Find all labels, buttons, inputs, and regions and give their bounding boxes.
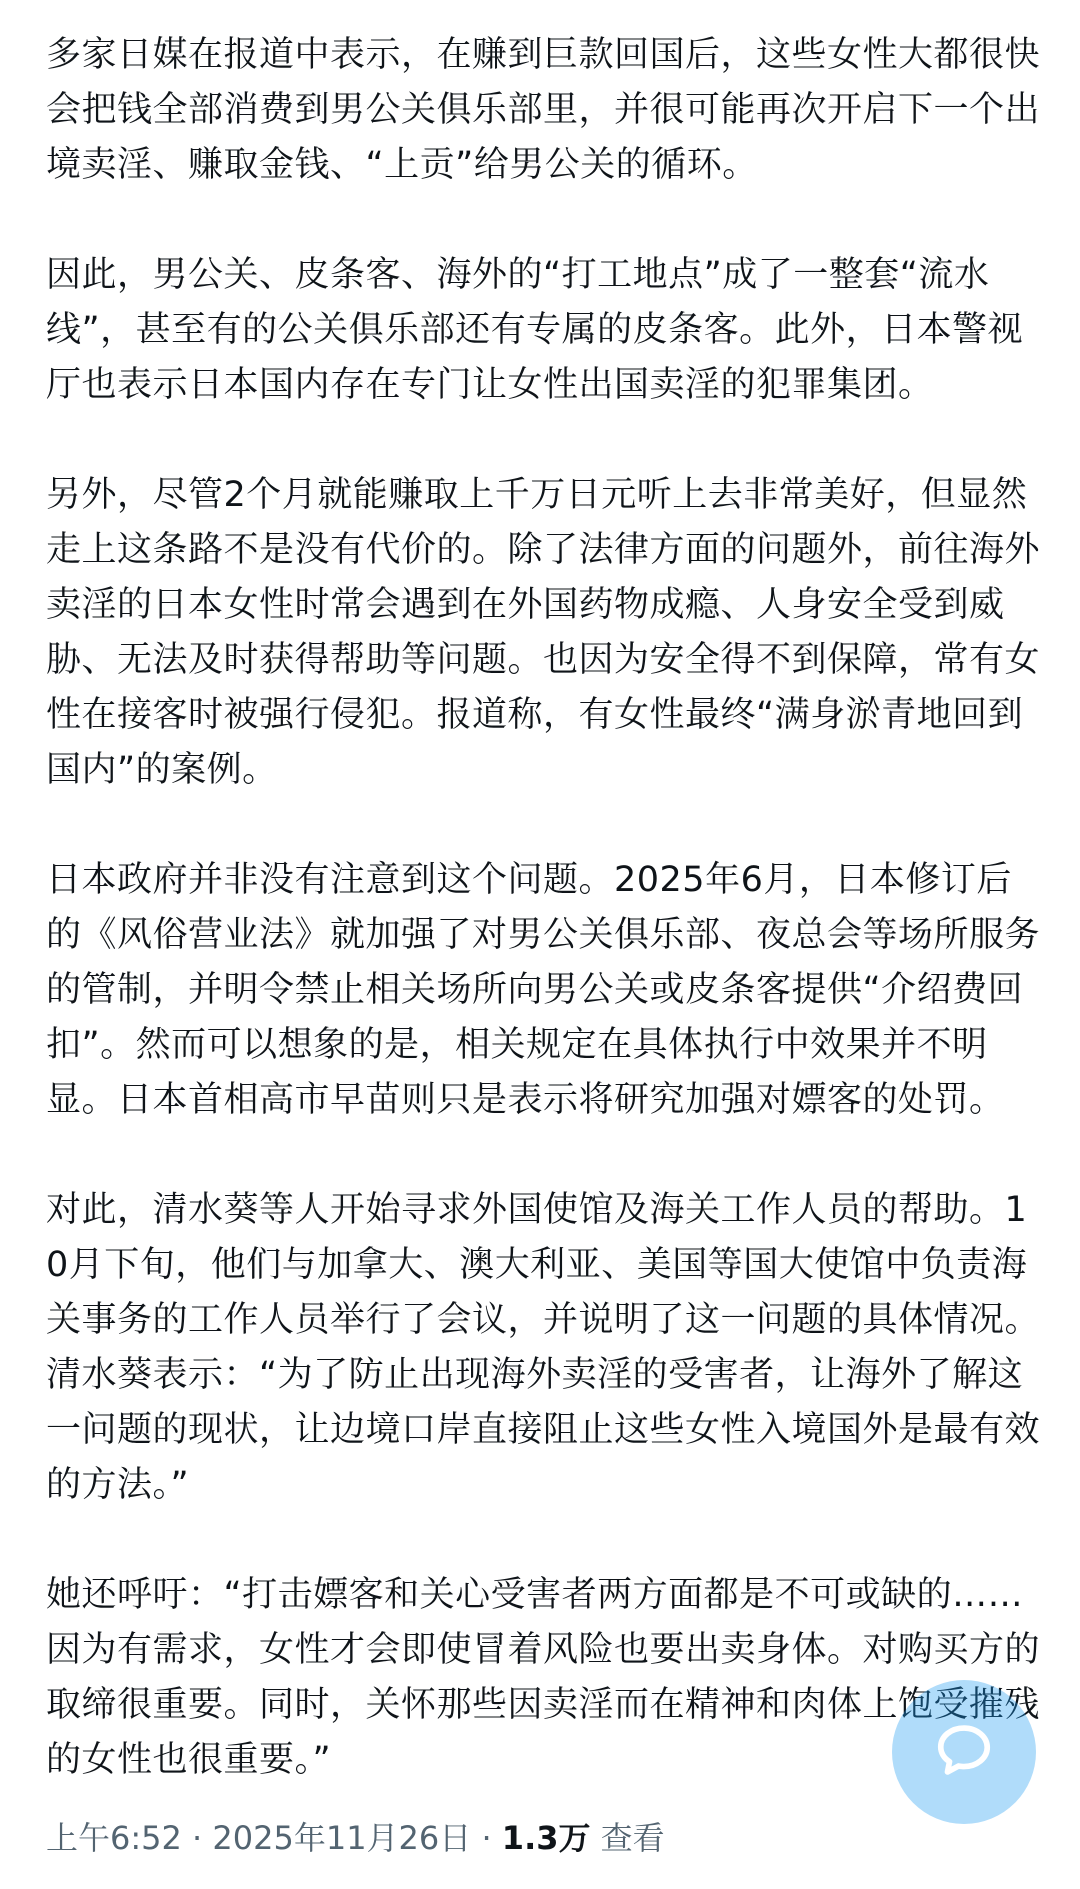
post-meta [46, 1818, 665, 1858]
paragraph: 日本政府并非没有注意到这个问题。2025年6月，日本修订后的《风俗营业法》就加强了对男公关俱乐部、夜总会等场所服务的管制，并明令禁止相关场所向男公关或皮条客提供“介绍费回扣”。然而可以想象的是，相关规定在具体执行中效果并不明显。日本首相高市早苗则只是表示将研究加强对嫖客的处罚。 [46, 860, 1041, 1120]
paragraph: 多家日媒在报道中表示，在赚到巨款回国后，这些女性大都很快会把钱全部消费到男公关俱乐部里，并很可能再次开启下一个出境卖淫、赚取金钱、“上贡”给男公关的循环。 [46, 35, 1041, 185]
reply-fab-button[interactable] [892, 1680, 1036, 1824]
paragraph: 对此，清水葵等人开始寻求外国使馆及海关工作人员的帮助。10月下旬，他们与加拿大、澳大利亚、美国等国大使馆中负责海关事务的工作人员举行了会议，并说明了这一问题的具体情况。清水葵表示：“为了防止出现海外卖淫的受害者，让海外了解这一问题的现状，让边境口岸直接阻止这些女性入境国外是最有效的方法。” [46, 1190, 1041, 1505]
views-count[interactable]: 1.3万 [501, 1819, 591, 1857]
meta-separator: · [471, 1819, 502, 1857]
paragraph: 因此，男公关、皮条客、海外的“打工地点”成了一整套“流水线”，甚至有的公关俱乐部还有专属的皮条客。此外，日本警视厅也表示日本国内存在专门让女性出国卖淫的犯罪集团。 [46, 255, 1024, 405]
views-label[interactable]: 查看 [590, 1819, 665, 1857]
paragraph: 另外，尽管2个月就能赚取上千万日元听上去非常美好，但显然走上这条路不是没有代价的。除了法律方面的问题外，前往海外卖淫的日本女性时常会遇到在外国药物成瘾、人身安全受到威胁、无法及时获得帮助等问题。也因为安全得不到保障，常有女性在接客时被强行侵犯。报道称，有女性最终“满身淤青地回到国内”的案例。 [46, 475, 1041, 790]
paragraph: 她还呼吁：“打击嫖客和关心受害者两方面都是不可或缺的……因为有需求，女性才会即使冒着风险也要出卖身体。对购买方的取缔很重要。同时，关怀那些因卖淫而在精神和肉体上饱受摧残的女性也很重要。” [46, 1575, 1041, 1780]
meta-separator: · [181, 1819, 213, 1857]
post-time[interactable]: 上午6:52 [46, 1819, 182, 1857]
post-date[interactable]: 2025年11月26日 [212, 1819, 472, 1857]
post-text [46, 28, 1046, 1788]
compose-reply-icon [933, 1719, 995, 1785]
